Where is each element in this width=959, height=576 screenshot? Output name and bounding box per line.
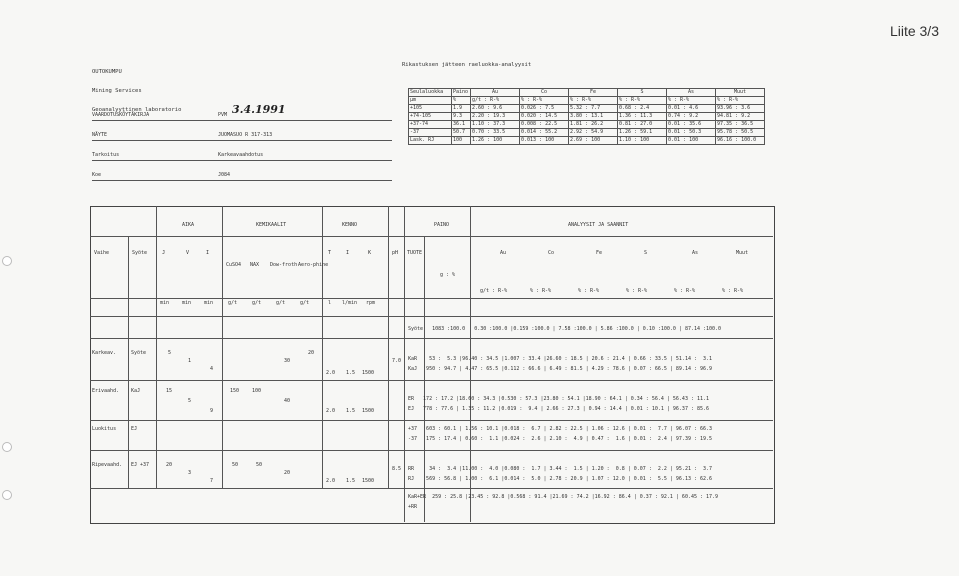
element-au: Au (500, 250, 507, 256)
element-muut: Muut (736, 250, 749, 256)
stage-feed: Syöte (131, 350, 147, 356)
unit-gt-1: g/t (228, 300, 238, 306)
stage-feed: EJ +37 (131, 462, 150, 468)
karkeav-j: 5 (168, 350, 172, 356)
lab-name: Geoanalyyttinen laboratorio (92, 107, 182, 113)
karkeav-i: 4 (210, 366, 214, 372)
department: Mining Services (92, 88, 142, 94)
table-row: KaR 53 : 5.3 |96.40 : 34.5 |1.007 : 33.4 |26.60 : 18.5 | 20.6 : 21.4 | 0.66 : 33.5 | 51.14 : 3.1 (408, 356, 713, 362)
col-nax: NAX (250, 262, 260, 268)
stage-luokitus: Luokitus (92, 426, 117, 432)
unit-co: % : R-% (530, 288, 552, 294)
karkeav-ph: 7.0 (392, 358, 402, 364)
paino-units: g : % (440, 272, 456, 278)
table-row: -37 50.7 0.70 : 33.5 0.014 : 55.2 2.92 : 54.9 1.26 : 59.1 0.01 : 50.3 95.78 : 50.5 (409, 129, 765, 137)
col-cuso4: CuSO4 (226, 262, 242, 268)
element-fe: Fe (596, 250, 603, 256)
table-row: +74-105 9.3 2.20 : 19.3 0.020 : 14.5 3.80 : 13.1 1.36 : 11.3 0.74 : 9.2 94.81 : 9.2 (409, 113, 765, 121)
col-tuote: TUOTE (407, 250, 423, 256)
table-row: ER 172 : 17.2 |18.60 : 34.3 |0.530 : 57.3 |23.80 : 54.1 |18.90 : 64.1 | 0.34 : 56.4 | 56.43 : 11.1 (408, 396, 710, 402)
erivaahd-nax: 100 (252, 388, 262, 394)
group-header-chemicals: KEMIKAALIT (256, 222, 287, 228)
meta-value-1: PVM (218, 112, 228, 118)
meta-label: VAARDOTUSKÖYTÄKIRJA (92, 112, 150, 118)
stage-karkeav: Karkeav. (92, 350, 117, 356)
meta-label-2: NÄYTE (92, 132, 108, 138)
meta-value-2: JUOMASUO R 317-313 (218, 132, 273, 138)
col-t: T (328, 250, 332, 256)
table-row: +37 603 : 60.1 | 1.56 : 10.1 |0.018 : 6.7 | 2.82 : 22.5 | 1.06 : 12.6 | 0.01 : 7.7 | 96.07 : 66.3 (408, 426, 713, 432)
col-i: I (206, 250, 210, 256)
unit-min-1: min (160, 300, 170, 306)
element-as: As (692, 250, 699, 256)
ripevaahd-v: 3 (188, 470, 192, 476)
punch-hole (2, 256, 12, 266)
erivaahd-k: 1500 (362, 408, 375, 414)
unit-gt-3: g/t (276, 300, 286, 306)
col-j: J (162, 250, 166, 256)
feed-row: Syöte 1083 :100.0 0.30 :100.0 |0.159 :100.0 | 7.58 :100.0 | 5.86 :100.0 | 0.10 :100.0 | 87.14 :100.0 (408, 326, 722, 332)
col-v: V (186, 250, 190, 256)
unit-fe: % : R-% (578, 288, 600, 294)
stage-feed: KaJ (131, 388, 141, 394)
final-row: KaR+ER 259 : 25.8 |23.45 : 92.8 |0.568 : 91.4 |21.69 : 74.2 |16.92 : 86.4 | 0.37 : 92.1 | 60.45 : 17.9 (408, 494, 719, 500)
table-row: RJ 569 : 56.8 | 1.00 : 6.1 |0.014 : 5.0 | 2.78 : 20.9 | 1.07 : 12.0 | 0.01 : 5.5 | 96.13 : 62.6 (408, 476, 713, 482)
ripevaahd-dowfroth: 20 (284, 470, 291, 476)
meta-label-4: Koe (92, 172, 102, 178)
punch-hole (2, 490, 12, 500)
group-header-aika: AIKA (182, 222, 195, 228)
meta-label-3: Tarkoitus (92, 152, 120, 158)
karkeav-k: 1500 (362, 370, 375, 376)
col-vaihe: Vaihe (94, 250, 110, 256)
col-k: K (368, 250, 372, 256)
erivaahd-dowfroth: 40 (284, 398, 291, 404)
unit-muut: % : R-% (722, 288, 744, 294)
erivaahd-v: 5 (188, 398, 192, 404)
ripevaahd-i: 1.5 (346, 478, 356, 484)
element-s: S (644, 250, 648, 256)
karkeav-t: 2.0 (326, 370, 336, 376)
meta-value-4: J084 (218, 172, 231, 178)
ripevaahd-k: 1500 (362, 478, 375, 484)
group-header-analyses: ANALYYSIT JA SAANNIT (568, 222, 629, 228)
element-co: Co (548, 250, 555, 256)
ripevaahd-cuso4: 50 (232, 462, 239, 468)
stage-erivaahd: Erivaahd. (92, 388, 120, 394)
erivaahd-cuso4: 150 (230, 388, 240, 394)
ripevaahd-ph: 8.5 (392, 466, 402, 472)
unit-gt-2: g/t (252, 300, 262, 306)
col-ph: pH (392, 250, 399, 256)
stage-ripevaahd: Ripevaahd. (92, 462, 123, 468)
erivaahd-t: 2.0 (326, 408, 336, 414)
unit-as: % : R-% (674, 288, 696, 294)
meta-value-3: Karkeavaahdotus (218, 152, 264, 158)
size-table-total: Lask. RJ 100 1.26 : 100 0.013 : 100 2.69 : 100 1.10 : 100 0.01 : 100 96.16 : 100.0 (409, 137, 765, 145)
unit-s: % : R-% (626, 288, 648, 294)
lab-header (92, 57, 181, 120)
company-name: OUTOKUMPU (92, 69, 122, 75)
table-row: +37-74 36.1 1.10 : 37.3 0.008 : 22.5 1.81 : 26.2 0.81 : 27.0 0.01 : 35.6 97.35 : 36.5 (409, 121, 765, 129)
erivaahd-j: 15 (166, 388, 173, 394)
unit-lmin: l/min (342, 300, 358, 306)
table-row: +105 1.9 2.60 : 9.6 0.026 : 7.5 5.32 : 7.7 0.68 : 2.4 0.01 : 4.6 93.96 : 3.6 (409, 105, 765, 113)
table-row: -37 175 : 17.4 | 0.60 : 1.1 |0.024 : 2.6 | 2.10 : 4.9 | 0.47 : 1.6 | 0.01 : 2.4 | 97.39 : 19.5 (408, 436, 713, 442)
size-table-units: μm % g/t : R-% % : R-% % : R-% % : R-% % : R-% % : R-% (409, 97, 765, 105)
erivaahd-i: 1.5 (346, 408, 356, 414)
page-label: Liite 3/3 (889, 23, 939, 39)
unit-rpm: rpm (366, 300, 376, 306)
unit-min-2: min (182, 300, 192, 306)
table-row: EJ 778 : 77.6 | 1.35 : 11.2 |0.019 : 9.4 | 2.66 : 27.3 | 0.94 : 14.4 | 0.01 : 10.1 | 96.37 : 85.6 (408, 406, 710, 412)
ripevaahd-j: 20 (166, 462, 173, 468)
report-title: Rikastuksen jätteen raeluokka-analyysit (402, 62, 532, 68)
group-header-paino: PAINO (434, 222, 450, 228)
final-row-2: +RR (408, 504, 418, 510)
size-table-header: Seulaluokka Paino Au Co Fe S As Muut (409, 89, 765, 97)
col-syote: Syöte (132, 250, 148, 256)
punch-hole (2, 442, 12, 452)
unit-min-3: min (204, 300, 214, 306)
karkeav-aerophine: 20 (308, 350, 315, 356)
unit-gt-4: g/t (300, 300, 310, 306)
ripevaahd-t: 2.0 (326, 478, 336, 484)
stage-feed: EJ (131, 426, 138, 432)
col-dowfroth: Dow-froth (270, 262, 298, 268)
table-row: KaJ 950 : 94.7 | 4.47 : 65.5 |0.112 : 66.6 | 6.49 : 81.5 | 4.29 : 78.6 | 0.07 : 66.5 | 89.14 : 96.9 (408, 366, 713, 372)
ripevaahd-i: 7 (210, 478, 214, 484)
unit-l: l (328, 300, 332, 306)
unit-au: g/t : R-% (480, 288, 508, 294)
meta-field-1 (92, 112, 149, 118)
karkeav-v: 1 (188, 358, 192, 364)
table-row: RR 34 : 3.4 |11.00 : 4.0 |0.080 : 1.7 | 3.44 : 1.5 | 1.20 : 0.8 | 0.07 : 2.2 | 95.21 : 3.7 (408, 466, 713, 472)
col-i2: I (346, 250, 350, 256)
col-aerophine: Aero-phine (298, 262, 329, 268)
karkeav-dowfroth: 30 (284, 358, 291, 364)
erivaahd-i: 9 (210, 408, 214, 414)
size-fraction-table (408, 88, 765, 145)
group-header-kenno: KENNO (342, 222, 358, 228)
ripevaahd-nax: 50 (256, 462, 263, 468)
karkeav-i: 1.5 (346, 370, 356, 376)
handwritten-date: 3.4.1991 (232, 103, 286, 116)
